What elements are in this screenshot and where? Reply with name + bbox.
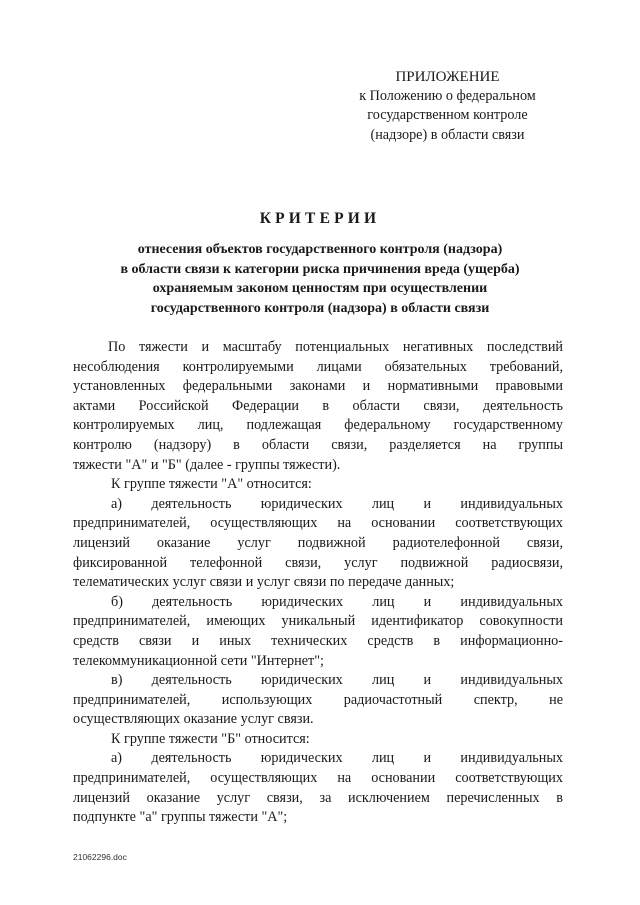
body-line: предпринимателей, осуществляющих на основании соответствующих bbox=[73, 770, 563, 787]
document-body bbox=[73, 338, 563, 828]
subtitle-line: охраняемым законом ценностям при осуществлении bbox=[152, 281, 488, 296]
document-subtitle bbox=[60, 240, 580, 318]
body-line: контролируемых лиц, подлежащая федеральному государственному bbox=[73, 417, 563, 434]
body-line: телематических услуг связи и услуг связи по передаче данных; bbox=[73, 574, 455, 591]
body-line: средств связи и иных технических средств в информационно- bbox=[73, 632, 563, 649]
body-line: тяжести "А" и "Б" (далее - группы тяжести). bbox=[73, 456, 341, 473]
body-line: подпункте "а" группы тяжести "А"; bbox=[73, 809, 288, 826]
body-line: предпринимателей, осуществляющих на основании соответствующих bbox=[73, 515, 563, 532]
body-line: предпринимателей, имеющих уникальный идентификатор совокупности bbox=[73, 613, 563, 630]
appendix-block bbox=[340, 68, 555, 145]
subtitle-line: отнесения объектов государственного контроля (надзора) bbox=[137, 242, 503, 257]
body-line: предпринимателей, использующих радиочастотный спектр, не bbox=[73, 691, 563, 708]
body-line: а) деятельность юридических лиц и индивидуальных bbox=[111, 495, 563, 512]
subtitle-line: в области связи к категории риска причинения вреда (ущерба) bbox=[120, 261, 520, 277]
appendix-line: к Положению о федеральном bbox=[359, 88, 536, 105]
body-line: лицензий оказание услуг подвижной радиотелефонной связи, bbox=[73, 534, 563, 551]
body-line: осуществляющих оказание услуг связи. bbox=[73, 711, 314, 728]
body-line: К группе тяжести "А" относится: bbox=[111, 476, 312, 493]
body-line: телекоммуникационной сети "Интернет"; bbox=[73, 652, 324, 669]
body-line: контролю (надзору) в области связи, разделяется на группы bbox=[73, 436, 563, 453]
body-line: в) деятельность юридических лиц и индивидуальных bbox=[111, 672, 563, 689]
body-line: По тяжести и масштабу потенциальных негативных последствий bbox=[108, 339, 563, 355]
appendix-line: государственном контроле bbox=[367, 107, 528, 124]
appendix-heading: ПРИЛОЖЕНИЕ bbox=[395, 69, 500, 85]
body-line: несоблюдения контролируемыми лицами обязательных требований, bbox=[73, 358, 563, 375]
document-title: КРИТЕРИИ bbox=[259, 210, 381, 227]
body-line: К группе тяжести "Б" относится: bbox=[111, 730, 310, 747]
body-line: актами Российской Федерации в области связи, деятельность bbox=[73, 397, 563, 414]
body-line: фиксированной телефонной связи, услуг подвижной радиосвязи, bbox=[73, 554, 563, 571]
body-line: б) деятельность юридических лиц и индивидуальных bbox=[111, 593, 563, 610]
body-line: лицензий оказание услуг связи, за исключением перечисленных в bbox=[73, 789, 563, 806]
subtitle-line: государственного контроля (надзора) в области связи bbox=[150, 300, 490, 316]
body-line: а) деятельность юридических лиц и индивидуальных bbox=[111, 750, 563, 767]
body-line: установленных федеральными законами и нормативными правовыми bbox=[73, 378, 563, 395]
file-name-footer: 21062296.doc bbox=[73, 852, 127, 862]
appendix-line: (надзоре) в области связи bbox=[370, 126, 525, 143]
